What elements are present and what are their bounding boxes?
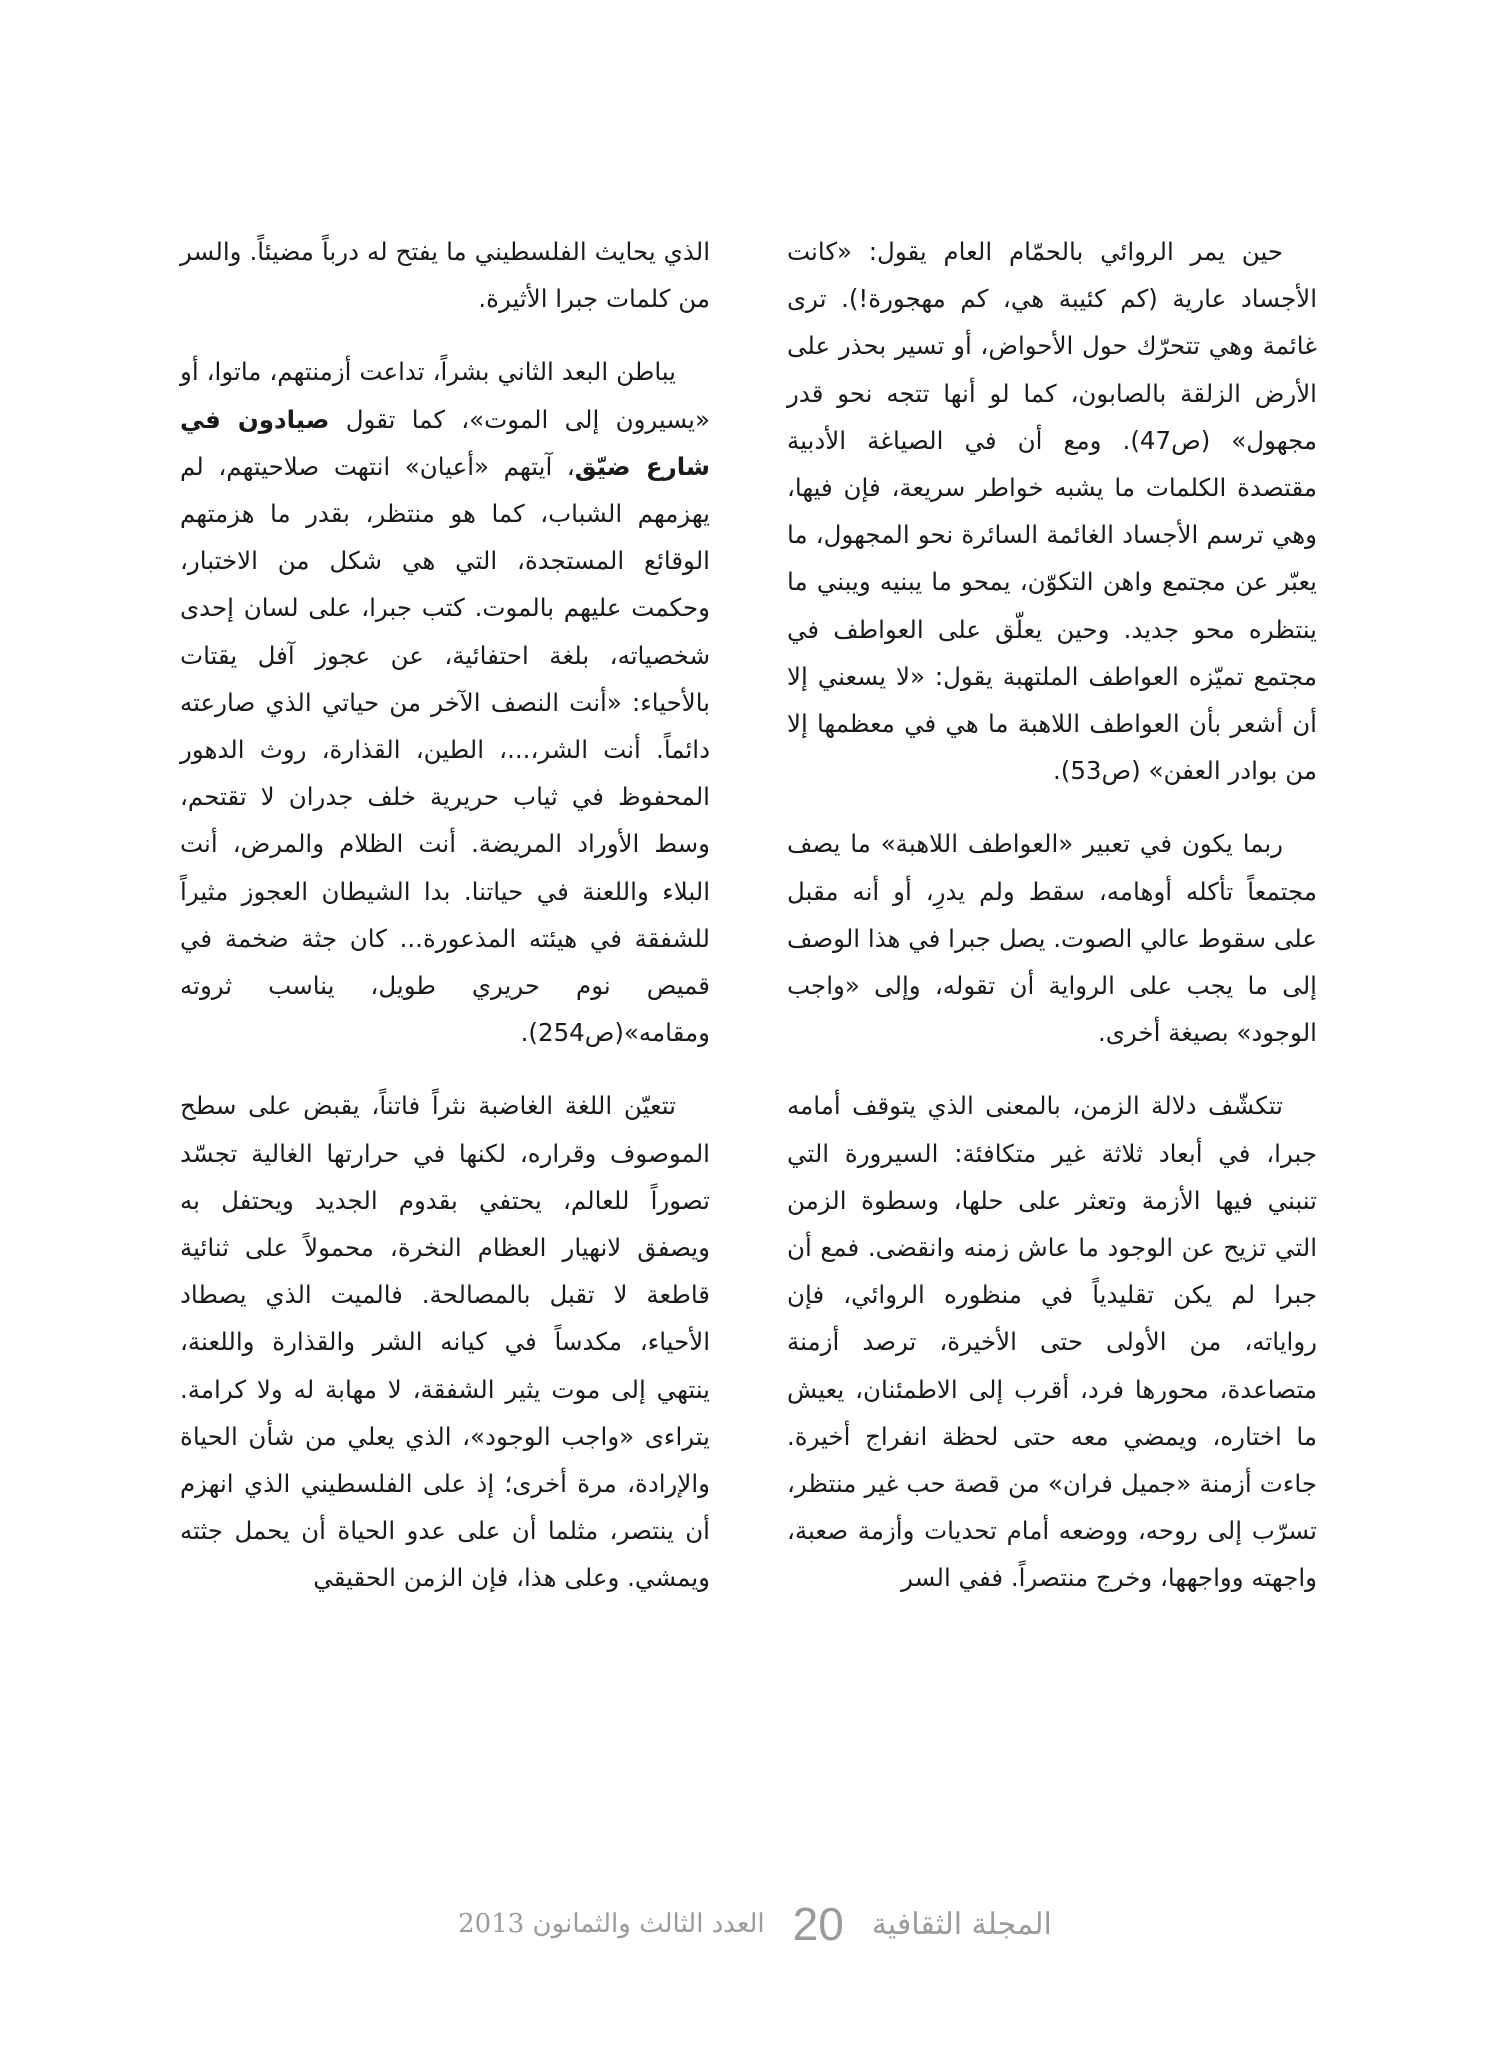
- paragraph: تتكشّف دلالة الزمن، بالمعنى الذي يتوقف أمامه جبرا، في أبعاد ثلاثة غير متكافئة: السيرورة التي تنبني فيها الأزمة وتعثر على حلها، وسطوة الزمن التي تزيح عن الوجود ما عاش زمنه وانقضى. فمع أن جبرا لم يكن تقليدياً في منظوره الروائي، فإن رواياته، من الأولى حتى الأخيرة، ترصد أزمنة متصاعدة، محورها فرد، أقرب إلى الاطمئنان، يعيش ما اختاره، ويمضي معه حتى لحظة انفراج أخيرة. جاءت أزمنة «جميل فران» من قصة حب غير منتظر، تسرّب إلى روحه، ووضعه أمام تحديات وأزمة صعبة، واجهته وواجهها، وخرج منتصراً. ففي السر: [787, 1091, 1317, 1593]
- paragraph: [180, 348, 710, 1056]
- article-column-right: [787, 228, 1317, 1628]
- paragraph: حين يمر الروائي بالحمّام العام يقول: «كانت الأجساد عارية (كم كئيبة هي، كم مهجورة!). ترى غائمة وهي تتحرّك حول الأحواض، أو تسير بحذر على الأرض الزلقة بالصابون، كما لو أنها تتجه نحو قدر مجهول» (ص47). ومع أن في الصياغة الأدبية مقتصدة الكلمات ما يشبه خواطر سريعة، فإن فيها، وهي ترسم الأجساد الغائمة السائرة نحو المجهول، ما يعبّر عن مجتمع واهن التكوّن، يمحو ما يبنيه ويبني ما ينتظره محو جديد. وحين يعلّق على العواطف في مجتمع تميّزه العواطف الملتهبة يقول: «لا يسعني إلا أن أشعر بأن العواطف اللاهبة ما هي في معظمها إلا من بوادر العفن» (ص53).: [787, 237, 1317, 786]
- paragraph-text: يباطن البعد الثاني بشراً، تداعت أزمنتهم، ماتوا، أو «يسيرون إلى الموت»، كما تقول: [180, 357, 710, 434]
- magazine-name: المجلة الثقافية: [871, 1906, 1052, 1942]
- book-title: صيادون في شارع ضيّق: [180, 404, 711, 481]
- paragraph: تتعيّن اللغة الغاضبة نثراً فاتناً، يقبض على سطح الموصوف وقراره، لكنها في حرارتها الغالية تجسّد تصوراً للعالم، يحتفي بقدوم الجديد ويحتفل به ويصفق لانهيار العظام النخرة، محمولاً على ثنائية قاطعة لا تقبل بالمصالحة. فالميت الذي يصطاد الأحياء، مكدساً في كيانه الشر والقذارة واللعنة، ينتهي إلى موت يثير الشفقة، لا مهابة له ولا كرامة. يتراءى «واجب الوجود»، الذي يعلي من شأن الحياة والإرادة، مرة أخرى؛ إذ على الفلسطيني الذي انهزم أن ينتصر، مثلما أن على عدو الحياة أن يحمل جثته ويمشي. وعلى هذا، فإن الزمن الحقيقي: [180, 1091, 710, 1593]
- paragraph: الذي يحايث الفلسطيني ما يفتح له درباً مضيئاً. والسر من كلمات جبرا الأثيرة.: [180, 237, 710, 314]
- page-footer: [430, 1894, 1080, 1954]
- issue-label: العدد الثالث والثمانون 2013: [458, 1909, 765, 1939]
- page-number: 20: [792, 1898, 844, 1950]
- paragraph: ربما يكون في تعبير «العواطف اللاهبة» ما يصف مجتمعاً تأكله أوهامه، سقط ولم يدرِ، أو أنه مقبل على سقوط عالي الصوت. يصل جبرا في هذا الوصف إلى ما يجب على الرواية أن تقوله، وإلى «واجب الوجود» بصيغة أخرى.: [787, 829, 1317, 1048]
- article-column-left: [180, 228, 710, 1628]
- paragraph-text: ، آيتهم «أعيان» انتهت صلاحيتهم، لم يهزمهم الشباب، كما هو منتظر، بقدر ما هزمتهم الوقائع المستجدة، التي هي شكل من الاختبار، وحكمت عليهم بالموت. كتب جبرا، على لسان إحدى شخصياته، بلغة احتفائية، عن عجوز آفل يقتات بالأحياء: «أنت النصف الآخر من حياتي الذي صارعته دائماً. أنت الشر،...، الطين، القذارة، روث الدهور المحفوظ في ثياب حريرية خلف جدران لا تقتحم، وسط الأوراد المريضة. أنت الظلام والمرض، أنت البلاء واللعنة في حياتنا. بدا الشيطان العجوز مثيراً للشفقة في هيئته المذعورة... كان جثة ضخمة في قميص نوم حريري طويل، يناسب ثروته ومقامه»(ص254).: [180, 451, 710, 1048]
